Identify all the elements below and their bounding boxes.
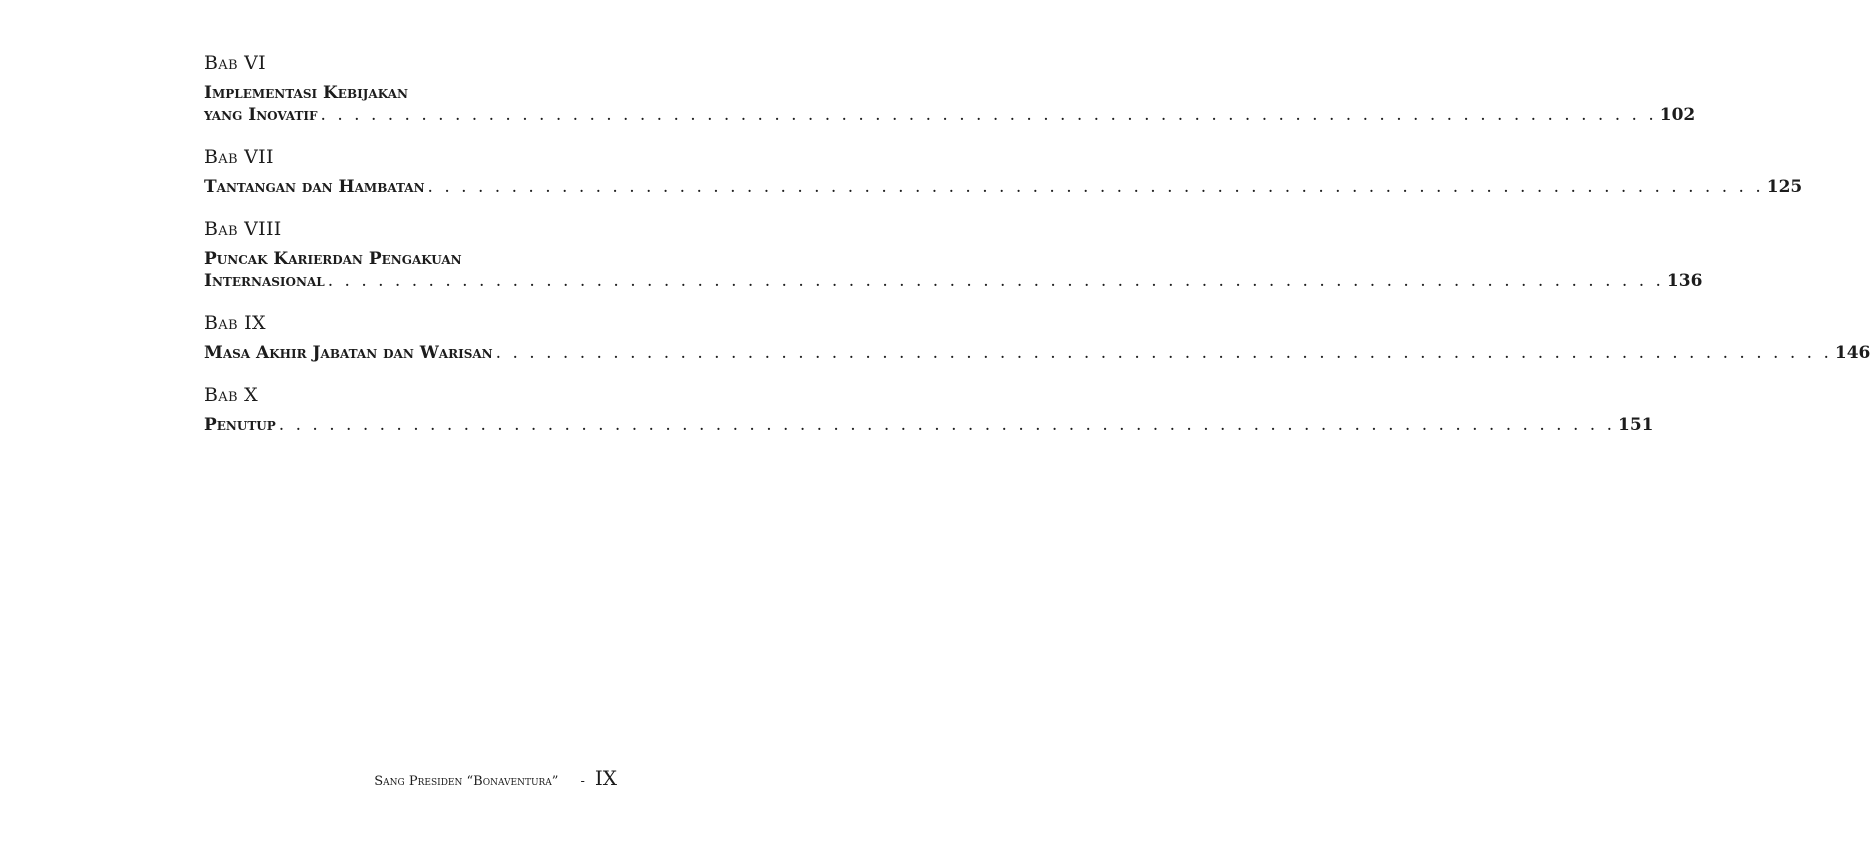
toc-entry[interactable] bbox=[204, 82, 1696, 126]
entry-title: Masa Akhir Jabatan dan Warisan bbox=[204, 343, 493, 363]
entry-title: Tantangan dan Hambatan bbox=[204, 177, 425, 197]
entry-title: Penutup bbox=[204, 415, 276, 435]
toc-chapter-6 bbox=[204, 52, 1696, 126]
chapter-label: Bab VIII bbox=[204, 218, 282, 240]
toc-chapter-10 bbox=[204, 384, 1654, 436]
page-number: 151 bbox=[1618, 415, 1654, 435]
dot-leader: . . . . . . . . . . . . . . . . . . . . . . . . . . . . . . . . . . . . . . . . . . . . . . . . . . . . . . . . . . . . . . . . . . . . . . . . . . . . . . . . bbox=[327, 271, 1664, 291]
page-number: 125 bbox=[1766, 177, 1803, 197]
toc-entry[interactable] bbox=[204, 414, 1654, 436]
entry-title: Implementasi Kebijakan bbox=[204, 83, 408, 103]
page-number: 146 bbox=[1834, 343, 1870, 363]
toc-chapter-9 bbox=[204, 312, 1870, 364]
entry-title: yang Inovatif bbox=[204, 105, 318, 125]
toc-chapter-8 bbox=[204, 218, 1703, 292]
toc-entry[interactable] bbox=[204, 176, 1803, 198]
dot-leader: . . . . . . . . . . . . . . . . . . . . . . . . . . . . . . . . . . . . . . . . . . . . . . . . . . . . . . . . . . . . . . . . . . . . . . . . . . . . . . . . bbox=[320, 105, 1657, 125]
chapter-label: Bab IX bbox=[204, 312, 266, 334]
page-number: 136 bbox=[1666, 271, 1703, 291]
chapter-label: Bab VII bbox=[204, 146, 274, 168]
chapter-label: Bab VI bbox=[204, 52, 266, 74]
running-title: Sang Presiden “Bonaventura” bbox=[374, 774, 559, 789]
table-of-contents bbox=[204, 52, 1870, 456]
toc-chapter-7 bbox=[204, 146, 1803, 198]
dot-leader: . . . . . . . . . . . . . . . . . . . . . . . . . . . . . . . . . . . . . . . . . . . . . . . . . . . . . . . . . . . . . . . . . . . . . . . . . . . . . . . . bbox=[427, 177, 1764, 197]
dot-leader: . . . . . . . . . . . . . . . . . . . . . . . . . . . . . . . . . . . . . . . . . . . . . . . . . . . . . . . . . . . . . . . . . . . . . . . . . . . . . . . . bbox=[278, 415, 1615, 435]
page-number-roman: IX bbox=[594, 766, 617, 790]
footer-separator: - bbox=[580, 774, 585, 789]
page-number: 102 bbox=[1659, 105, 1696, 125]
toc-entry[interactable] bbox=[204, 342, 1870, 364]
dot-leader: . . . . . . . . . . . . . . . . . . . . . . . . . . . . . . . . . . . . . . . . . . . . . . . . . . . . . . . . . . . . . . . . . . . . . . . . . . . . . . . . bbox=[495, 343, 1832, 363]
entry-title: Puncak Karierdan Pengakuan bbox=[204, 249, 462, 269]
entry-title: Internasional bbox=[204, 271, 325, 291]
chapter-label: Bab X bbox=[204, 384, 258, 406]
toc-entry[interactable] bbox=[204, 248, 1703, 292]
page-footer bbox=[374, 766, 617, 790]
